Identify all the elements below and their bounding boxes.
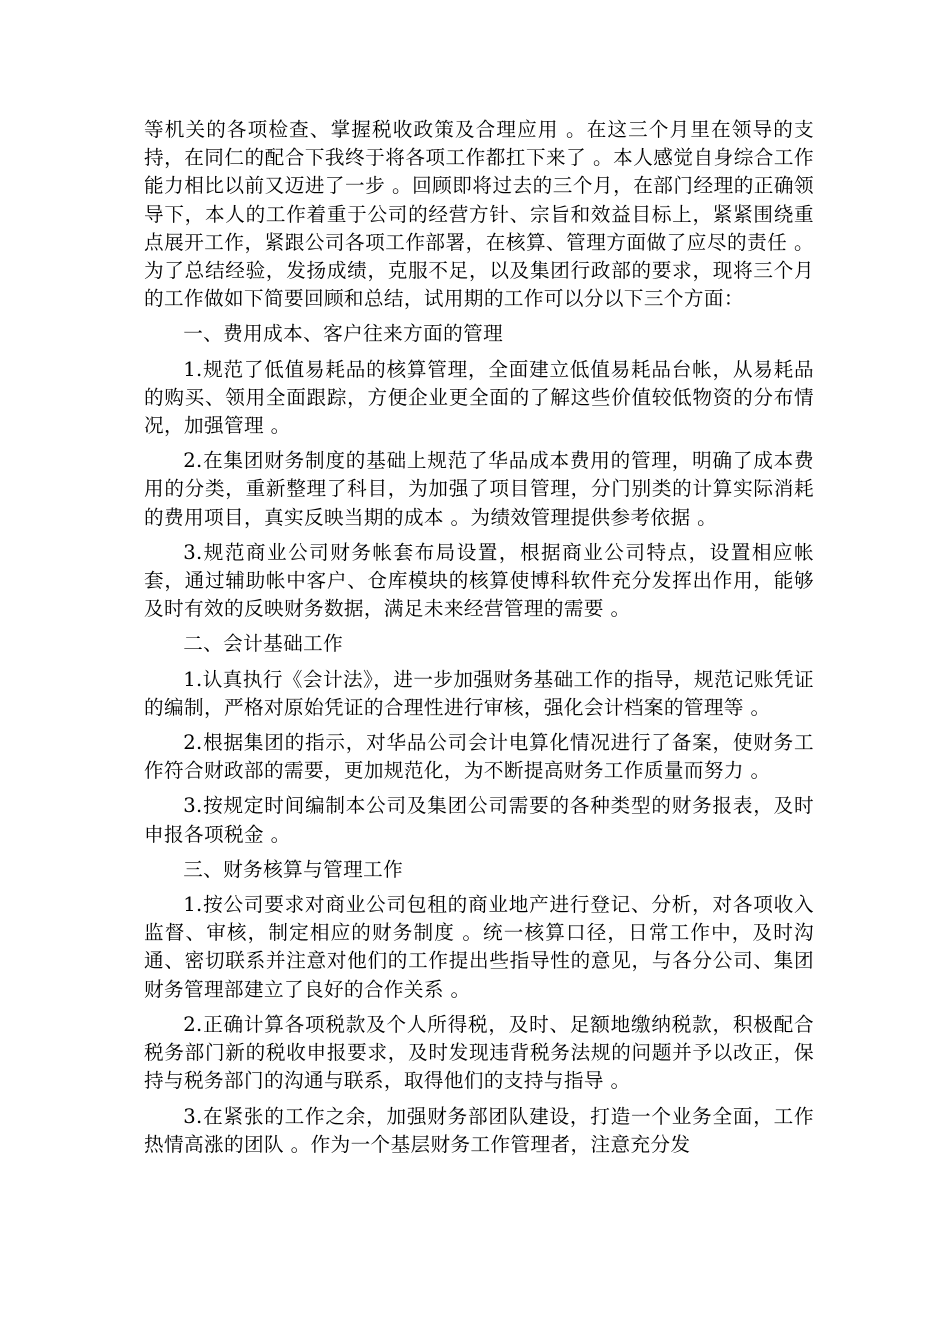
section-1-item-3: 3.规范商业公司财务帐套布局设置，根据商业公司特点，设置相应帐套，通过辅助帐中客户、仓库模块的核算使博科软件充分发挥出作用，能够及时有效的反映财务数据，满足未来经营管理的需要 。: [144, 540, 814, 621]
section-1-item-1: 1.规范了低值易耗品的核算管理，全面建立低值易耗品台帐，从易耗品的购买、领用全面跟踪，方便企业更全面的了解这些价值较低物资的分布情况，加强管理 。: [144, 357, 814, 438]
section-2-item-2: 2.根据集团的指示，对华品公司会计电算化情况进行了备案，使财务工作符合财政部的需要，更加规范化，为不断提高财务工作质量而努力 。: [144, 731, 814, 783]
section-3-item-1: 1.按公司要求对商业公司包租的商业地产进行登记、分析，对各项收入监督、审核，制定相应的财务制度 。统一核算口径，日常工作中，及时沟通、密切联系并注意对他们的工作提出些指导性的意见，与各分公司、集团财务管理部建立了良好的合作关系 。: [144, 893, 814, 1001]
section-heading-2: 二、会计基础工作: [183, 632, 344, 656]
section-heading-1: 一、费用成本、客户往来方面的管理: [183, 322, 504, 346]
document-page: [144, 116, 814, 1159]
section-heading-3: 三、财务核算与管理工作: [183, 857, 404, 881]
section-3-item-3: 3.在紧张的工作之余，加强财务部团队建设，打造一个业务全面，工作热情高涨的团队 。作为一个基层财务工作管理者，注意充分发: [144, 1104, 814, 1156]
section-2-item-3: 3.按规定时间编制本公司及集团公司需要的各种类型的财务报表，及时申报各项税金 。: [144, 794, 814, 846]
intro-paragraph: 等机关的各项检查、掌握税收政策及合理应用 。在这三个月里在领导的支持，在同仁的配合下我终于将各项工作都扛下来了 。本人感觉自身综合工作能力相比以前又迈进了一步 。回顾即将过去的三个月，在部门经理的正确领导下，本人的工作着重于公司的经营方针、宗旨和效益目标上，紧紧围绕重点展开工作，紧跟公司各项工作部署，在核算、管理方面做了应尽的责任 。为了总结经验，发扬成绩，克服不足，以及集团行政部的要求，现将三个月的工作做如下简要回顾和总结，试用期的工作可以分以下三个方面：: [144, 118, 814, 311]
section-2-item-1: 1.认真执行《会计法》，进一步加强财务基础工作的指导，规范记账凭证的编制，严格对原始凭证的合理性进行审核，强化会计档案的管理等 。: [144, 667, 814, 719]
section-1-item-2: 2.在集团财务制度的基础上规范了华品成本费用的管理，明确了成本费用的分类，重新整理了科目，为加强了项目管理，分门别类的计算实际消耗的费用项目，真实反映当期的成本 。为绩效管理提供参考依据 。: [144, 449, 814, 529]
section-3-item-2: 2.正确计算各项税款及个人所得税，及时、足额地缴纳税款，积极配合税务部门新的税收申报要求，及时发现违背税务法规的问题并予以改正，保持与税务部门的沟通与联系，取得他们的支持与指导 。: [144, 1012, 814, 1093]
